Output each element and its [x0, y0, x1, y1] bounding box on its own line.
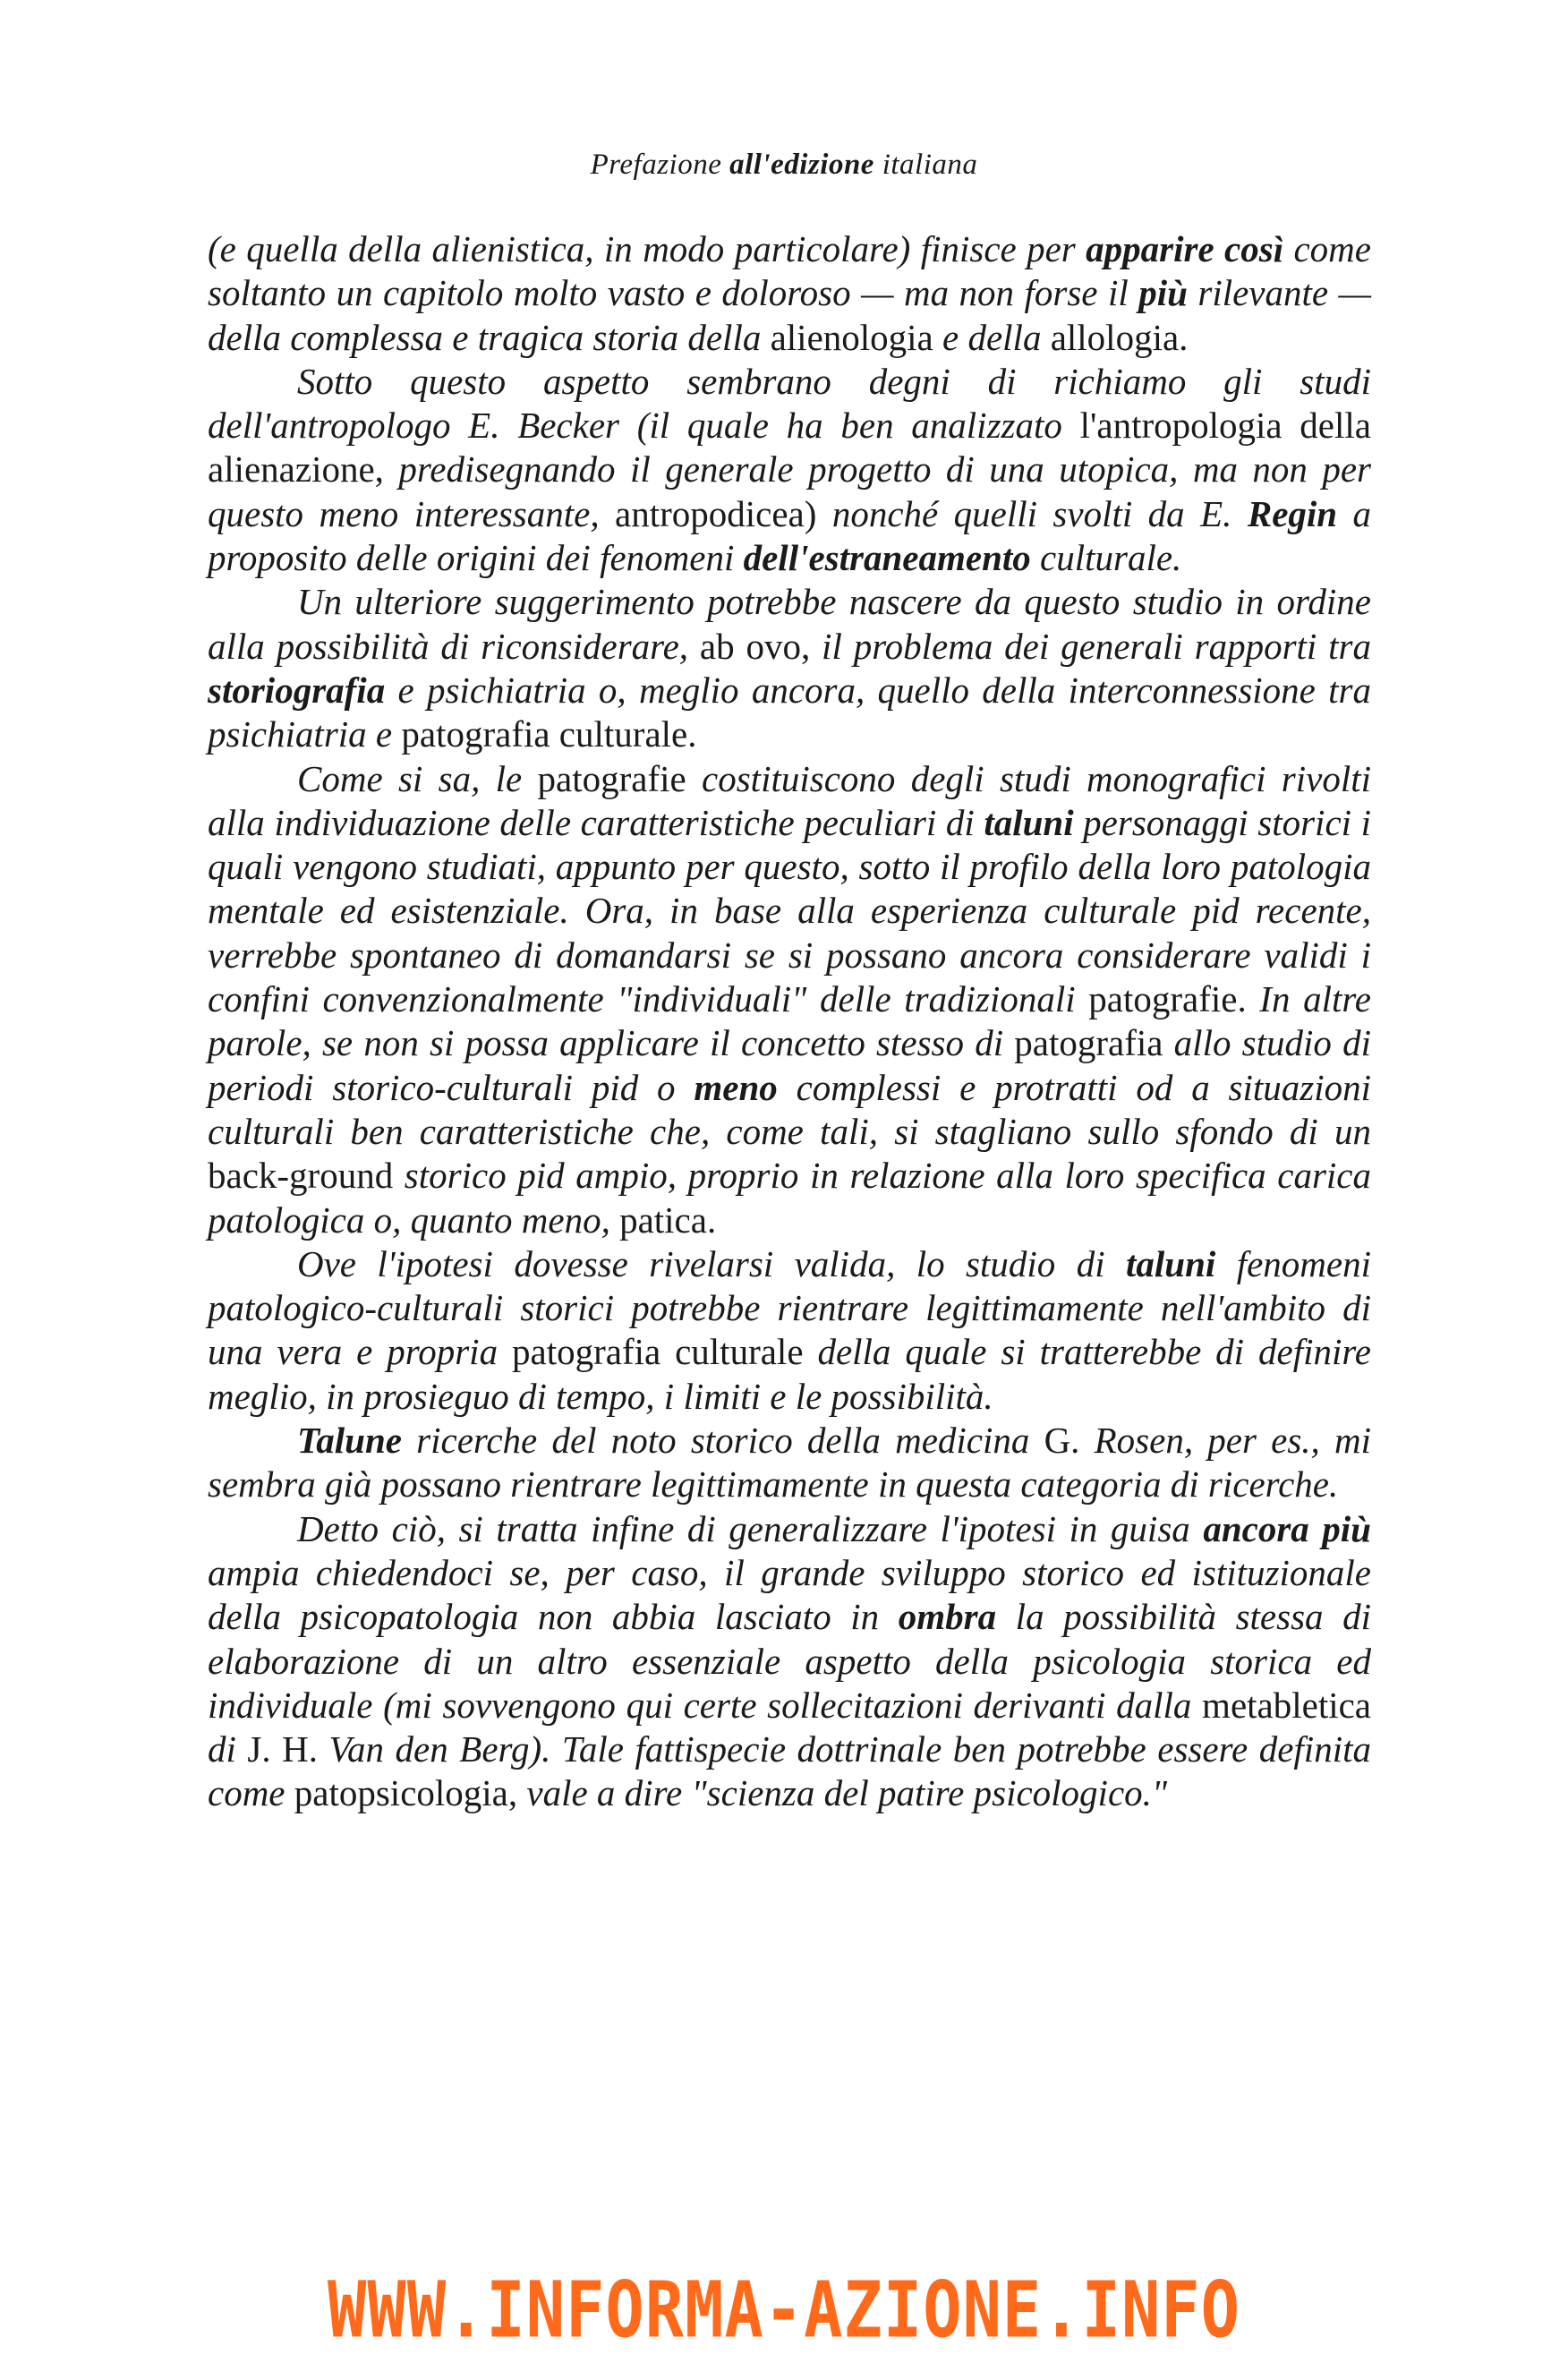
paragraph: [208, 580, 1371, 756]
text-run: dell'estraneamento: [743, 537, 1031, 579]
body-text: [208, 227, 1371, 1816]
text-run: patografie: [537, 757, 686, 799]
text-run: Talune: [297, 1420, 402, 1462]
text-run: e psichiatria o, meglio ancora, quello della interconnessione tra psichiatria e: [208, 669, 1371, 755]
text-run: l'antropologia della alienazione,: [208, 405, 1371, 491]
text-run: la possibilità stessa di elaborazione di un altro essenziale aspetto della psicologia storica ed individuale (mi sovvengono qui certe sollecitazioni derivanti dalla: [208, 1596, 1372, 1726]
text-run: vale a dire "scienza del patire psicologico.": [517, 1772, 1168, 1814]
text-run: taluni: [984, 801, 1074, 843]
text-run: allologia.: [1050, 316, 1189, 358]
text-run: apparire così: [1086, 228, 1284, 269]
text-run: patopsicologia,: [294, 1772, 518, 1814]
text-run: back-ground: [208, 1155, 394, 1197]
text-run: patografia: [1014, 1022, 1163, 1064]
text-run: come soltanto un capitolo molto vasto e doloroso — ma non forse il: [208, 228, 1371, 314]
paragraph: [208, 757, 1371, 1242]
text-run: patografie.: [1088, 978, 1247, 1020]
text-run: storiografia: [208, 669, 386, 711]
text-run: e della: [933, 316, 1051, 358]
text-run: patica.: [619, 1199, 717, 1241]
paragraph: [208, 227, 1371, 360]
text-run: patografia culturale: [512, 1331, 804, 1373]
text-run: Come si sa, le: [297, 757, 538, 799]
text-run: complessi e protratti od a situazioni culturali ben caratteristiche che, come tali, si stagliano sullo sfondo di un: [208, 1066, 1371, 1152]
text-run: costituiscono degli studi monografici rivolti alla individuazione delle caratteristiche peculiari di: [208, 757, 1371, 843]
text-run: nonché quelli svolti da E.: [816, 492, 1248, 534]
text-run: Sotto questo aspetto sembrano degni di richiamo gli studi dell'antropologo E. Becker (il quale ha ben analizzato: [208, 360, 1371, 447]
text-run: meno: [694, 1066, 778, 1108]
text-run: patografia culturale.: [401, 713, 697, 755]
text-run: più: [1138, 272, 1188, 314]
paragraph: [208, 1507, 1371, 1816]
text-run: il problema dei generali rapporti tra: [810, 625, 1372, 667]
paragraph: [208, 1419, 1371, 1507]
text-run: antropodicea): [615, 492, 817, 534]
text-run: ab ovo,: [699, 625, 811, 667]
text-run: G.: [1044, 1420, 1080, 1462]
text-run: In altre parole, se non si possa applicare il concetto stesso di: [208, 978, 1371, 1064]
header-title-end: italiana: [873, 149, 978, 181]
text-run: ancora più: [1203, 1507, 1371, 1549]
text-run: allo studio di periodi storico-culturali pid o: [208, 1022, 1371, 1108]
text-run: alienologia: [770, 316, 933, 358]
text-run: J. H.: [247, 1728, 319, 1770]
text-run: ombra: [898, 1596, 997, 1638]
text-run: Ove l'ipotesi dovesse rivelarsi valida, lo studio di: [297, 1242, 1126, 1284]
header-title: Prefazione: [590, 149, 730, 181]
text-run: Regin: [1247, 492, 1338, 534]
text-run: a proposito delle origini dei fenomeni: [208, 492, 1372, 579]
text-run: culturale.: [1030, 537, 1182, 579]
text-run: (e quella della alienistica, in modo particolare) finisce per: [208, 228, 1087, 269]
paragraph: [208, 1242, 1371, 1419]
text-run: Van den Berg). Tale fattispecie dottrinale ben potrebbe essere definita come: [208, 1728, 1371, 1814]
text-run: ampia chiedendoci se, per caso, il grande sviluppo storico ed istituzionale della psicopatologia non abbia lasciato in: [208, 1551, 1371, 1638]
text-run: personaggi storici i quali vengono studiati, appunto per questo, sotto il profilo della loro patologia mentale ed esistenziale. Ora, in base alla esperienza culturale pid recente, verrebbe spontaneo di domandarsi se si possano ancora considerare validi i confini convenzionalmente "individuali" delle tradizionali: [208, 801, 1371, 1020]
text-run: fenomeni patologico-culturali storici potrebbe rientrare legittimamente nell'ambito di una vera e propria: [208, 1242, 1371, 1373]
text-run: rilevante — della complessa e tragica storia della: [208, 272, 1371, 358]
watermark: WWW.INFORMA-AZIONE.INFO: [328, 2265, 1240, 2355]
text-run: di: [208, 1728, 248, 1770]
running-header: [0, 149, 1568, 182]
text-run: Un ulteriore suggerimento potrebbe nascere da questo studio in ordine alla possibilità di riconsiderare,: [208, 581, 1371, 667]
text-run: metabletica: [1202, 1684, 1371, 1726]
text-run: storico pid ampio, proprio in relazione alla loro specifica carica patologica o, quanto meno,: [208, 1155, 1371, 1241]
text-run: taluni: [1126, 1242, 1216, 1284]
text-run: della quale si tratterebbe di definire meglio, in prosieguo di tempo, i limiti e le possibilità.: [208, 1331, 1371, 1417]
text-run: ricerche del noto storico della medicina: [401, 1420, 1044, 1462]
paragraph: [208, 360, 1371, 580]
text-run: Detto ciò, si tratta infine di generalizzare l'ipotesi in guisa: [297, 1507, 1204, 1549]
header-title-bold: all'edizione: [729, 149, 874, 181]
text-run: Rosen, per es., mi sembra già possano rientrare legittimamente in questa categoria di ricerche.: [208, 1420, 1371, 1506]
text-run: predisegnando il generale progetto di una utopica, ma non per questo meno interessante,: [208, 448, 1371, 534]
